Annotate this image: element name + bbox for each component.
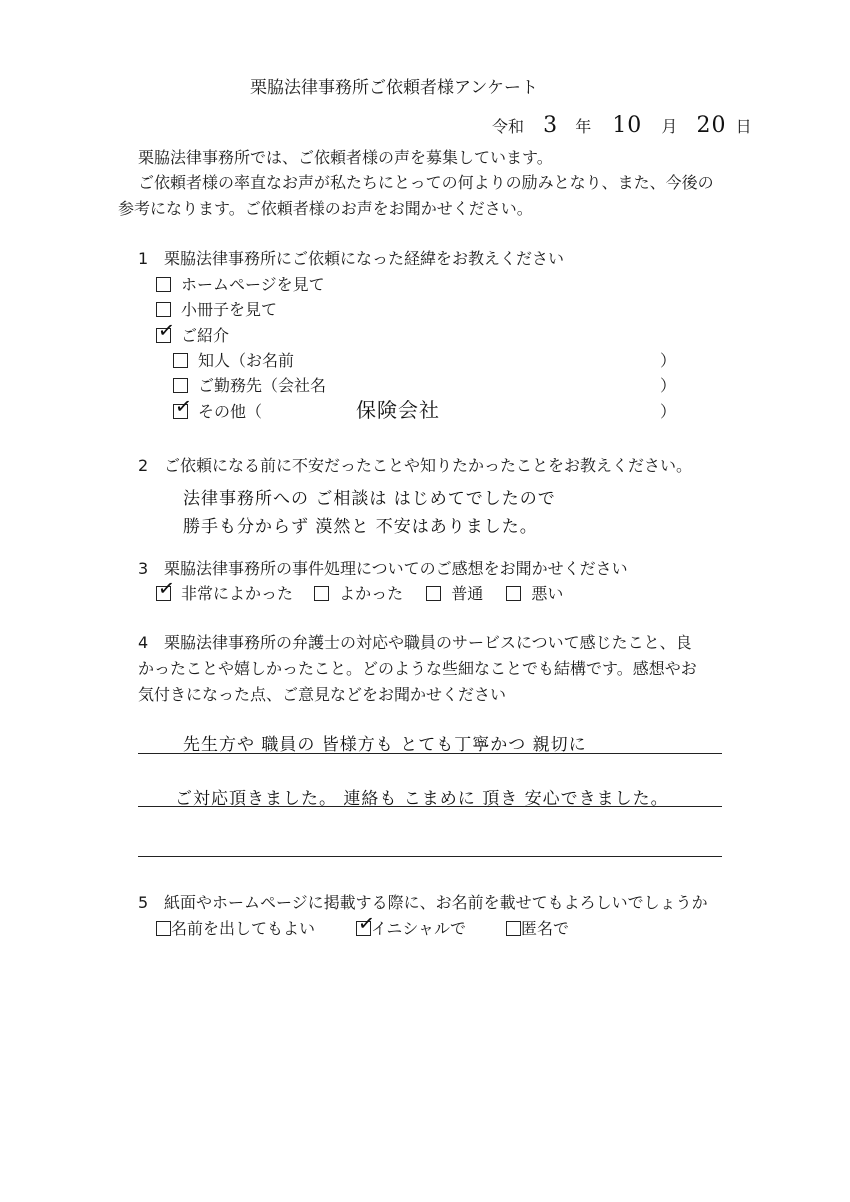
q3-text: 栗脇法律事務所の事件処理についてのご感想をお聞かせください (164, 559, 628, 578)
date-year-unit: 年 (575, 117, 592, 136)
q1-checkbox-other[interactable] (173, 393, 193, 419)
date-month: 10 (612, 113, 643, 138)
q4-question-line-1 (138, 633, 692, 653)
q3-checkbox-bad[interactable] (506, 586, 521, 601)
q3-number: 3 (138, 559, 149, 578)
q3-option-label: よかった (339, 584, 404, 603)
intro-line-1: 栗脇法律事務所では、ご依頼者様の声を募集しています。 (138, 148, 553, 167)
q5-option-initials[interactable] (356, 910, 467, 939)
q2-number: 2 (138, 456, 149, 475)
q1-checkbox-employer[interactable] (173, 378, 188, 393)
q5-number: 5 (138, 893, 149, 912)
q1-other-answer[interactable]: 保険会社 (356, 398, 440, 422)
q1-option-label: ホームページを見て (181, 275, 325, 294)
q3-question (138, 559, 628, 579)
q5-option-label: イニシャルで (371, 919, 467, 938)
check-mark-icon: ✓ (156, 575, 176, 601)
q3-option-label: 悪い (531, 584, 564, 603)
q5-question (138, 893, 708, 913)
intro-line-2: ご依頼者様の率直なお声が私たちにとっての何よりの励みとなり、また、今後の (138, 173, 714, 192)
q2-text: ご依頼になる前に不安だったことや知りたかったことをお教えください。 (164, 456, 693, 475)
q5-option-label: 名前を出してもよい (171, 919, 316, 938)
q1-question (138, 249, 564, 269)
q1-checkbox-acquaintance[interactable] (173, 353, 188, 368)
q4-number: 4 (138, 633, 149, 652)
q3-checkbox-good[interactable] (314, 586, 329, 601)
q1-sub-close-paren: ） (660, 402, 677, 421)
q1-checkbox-referral[interactable] (156, 317, 176, 343)
q3-option-bad[interactable] (506, 584, 563, 603)
q3-option-good[interactable] (314, 584, 403, 603)
q2-question (138, 456, 692, 476)
q1-option-booklet[interactable] (156, 300, 277, 320)
q4-answer-rule-1 (138, 753, 722, 754)
q3-checkbox-very-good[interactable] (156, 575, 176, 601)
q5-checkbox-anonymous[interactable] (506, 921, 521, 936)
q5-text: 紙面やホームページに掲載する際に、お名前を載せてもよろしいでしょうか (164, 893, 708, 912)
q5-checkbox-initials[interactable] (356, 910, 376, 936)
q5-option-anonymous[interactable] (506, 919, 569, 939)
q1-checkbox-homepage[interactable] (156, 277, 171, 292)
q4-text-line-3: 気付きになった点、ご意見などをお聞かせください (138, 685, 507, 704)
q5-checkbox-name-ok[interactable] (156, 921, 171, 936)
q4-answer-rule-2 (138, 806, 722, 807)
q1-option-referral[interactable] (156, 317, 230, 346)
q1-text: 栗脇法律事務所にご依頼になった経緯をお教えください (164, 249, 565, 268)
q5-option-label: 匿名で (521, 919, 570, 938)
q3-options (156, 575, 564, 604)
q1-sub-option-other[interactable] (173, 393, 263, 422)
q1-sub-label: 知人（お名前 (198, 351, 295, 370)
check-mark-icon: ✓ (173, 393, 193, 419)
q2-answer-line-2[interactable]: 勝手も分からず 漠然と 不安はありました。 (183, 517, 538, 537)
q1-sub-option-acquaintance[interactable] (173, 351, 294, 371)
q3-option-very-good[interactable] (156, 575, 294, 603)
q3-option-normal[interactable] (426, 584, 483, 603)
check-mark-icon: ✓ (156, 317, 176, 343)
q1-sub-close-paren: ） (660, 376, 677, 395)
q1-option-homepage[interactable] (156, 275, 325, 295)
q3-option-label: 非常によかった (181, 584, 294, 603)
q1-sub-label: その他（ (198, 402, 263, 421)
q5-option-name-ok[interactable] (156, 919, 315, 939)
q4-text-line-1: 栗脇法律事務所の弁護士の対応や職員のサービスについて感じたこと、良 (164, 633, 692, 652)
q1-sub-label: ご勤務先（会社名 (198, 376, 327, 395)
q1-number: 1 (138, 249, 149, 268)
q1-sub-close-paren: ） (660, 351, 677, 370)
date-day-unit: 日 (735, 117, 752, 136)
intro-line-3: 参考になります。ご依頼者様のお声をお聞かせください。 (118, 199, 533, 218)
date-day: 20 (696, 113, 727, 138)
q4-answer-rule-3 (138, 856, 722, 857)
q1-sub-option-employer[interactable] (173, 376, 326, 396)
q3-option-label: 普通 (451, 584, 484, 603)
date-year: 3 (543, 113, 559, 138)
q2-answer-line-1[interactable]: 法律事務所への ご相談は はじめてでしたので (183, 489, 556, 509)
q3-checkbox-normal[interactable] (426, 586, 441, 601)
q1-option-label: 小冊子を見て (181, 300, 278, 319)
q4-answer-line-1[interactable]: 先生方や 職員の 皆様方も とても丁寧かつ 親切に (183, 735, 587, 755)
survey-title: 栗脇法律事務所ご依頼者様アンケート (250, 78, 538, 98)
q4-text-line-2: かったことや嬉しかったこと。どのような些細なことでも結構です。感想やお (138, 659, 697, 678)
check-mark-icon: ✓ (356, 910, 376, 936)
date-month-unit: 月 (661, 117, 678, 136)
q4-answer-line-2[interactable]: ご対応頂きました。 連絡も こまめに 頂き 安心できました。 (175, 789, 669, 809)
q1-option-label: ご紹介 (181, 326, 230, 345)
date-line (492, 113, 752, 138)
q1-checkbox-booklet[interactable] (156, 302, 171, 317)
date-era: 令和 (492, 117, 525, 136)
